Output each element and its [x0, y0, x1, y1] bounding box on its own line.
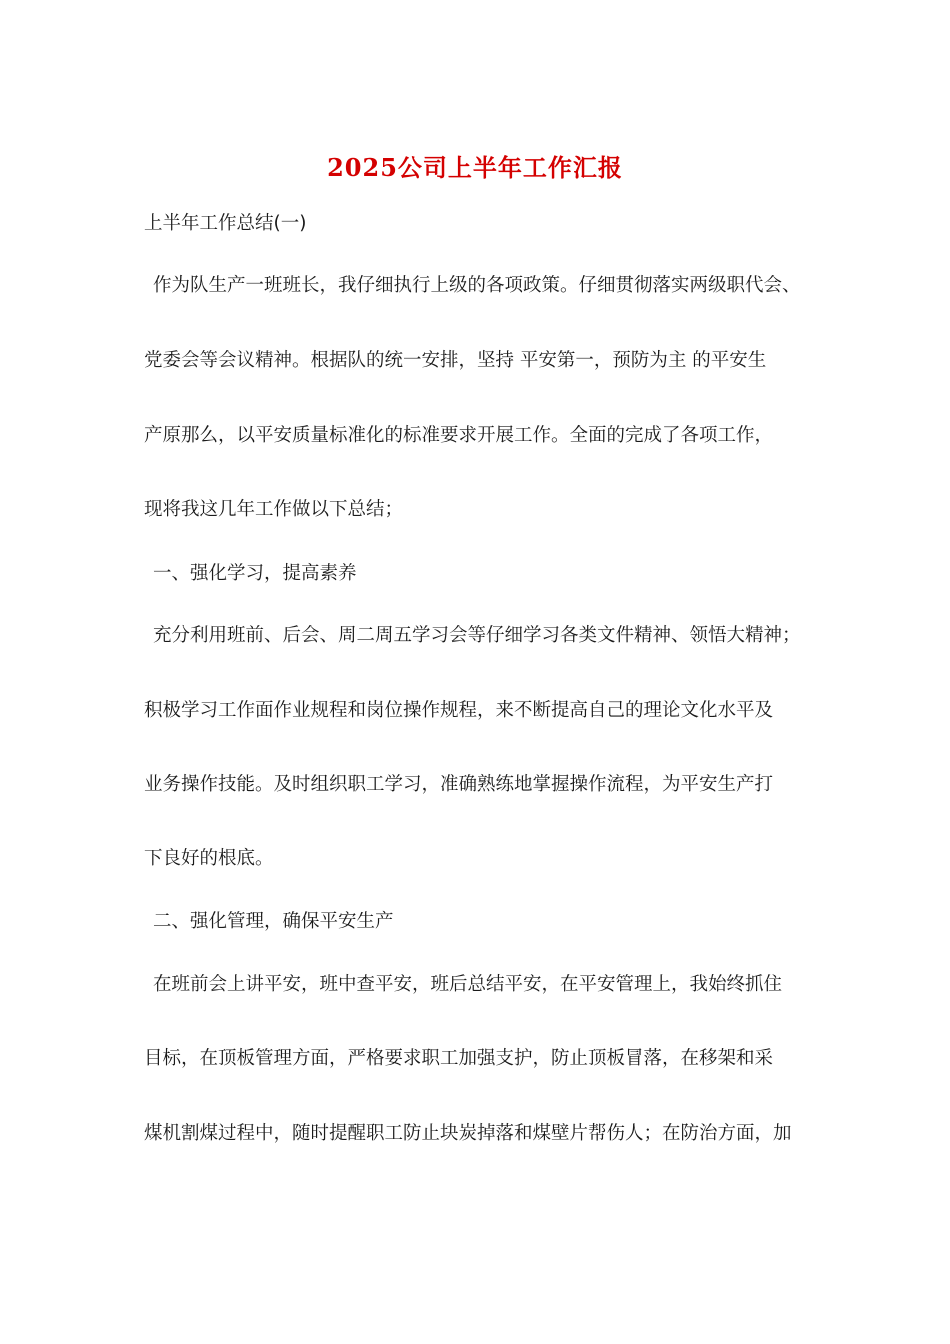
paragraph-line: 煤机割煤过程中，随时提醒职工防止块炭掉落和煤壁片帮伤人；在防治方面，加: [144, 1123, 792, 1144]
paragraph-line: 作为队生产一班班长，我仔细执行上级的各项政策。仔细贯彻落实两级职代会、: [153, 275, 801, 296]
paragraph-line: 产原那么，以平安质量标准化的标准要求开展工作。全面的完成了各项工作，: [144, 425, 774, 446]
subsection-heading: 一、强化学习，提高素养: [153, 563, 357, 584]
paragraph-line: 目标，在顶板管理方面，严格要求职工加强支护，防止顶板冒落，在移架和采: [144, 1048, 774, 1069]
subsection-heading: 二、强化管理，确保平安生产: [153, 911, 394, 932]
section-heading: 上半年工作总结(一): [144, 213, 307, 234]
document-title: 2025公司上半年工作汇报: [327, 153, 623, 182]
paragraph-line: 现将我这几年工作做以下总结；: [144, 499, 404, 520]
paragraph-line: 党委会等会议精神。根据队的统一安排，坚持 平安第一，预防为主 的平安生: [144, 350, 767, 371]
paragraph-line: 充分利用班前、后会、周二周五学习会等仔细学习各类文件精神、领悟大精神；: [153, 625, 801, 646]
paragraph-line: 下良好的根底。: [144, 848, 274, 869]
paragraph-line: 积极学习工作面作业规程和岗位操作规程，来不断提高自己的理论文化水平及: [144, 700, 774, 721]
paragraph-line: 业务操作技能。及时组织职工学习，准确熟练地掌握操作流程，为平安生产打: [144, 774, 774, 795]
paragraph-line: 在班前会上讲平安，班中查平安，班后总结平安，在平安管理上，我始终抓住: [153, 974, 783, 995]
